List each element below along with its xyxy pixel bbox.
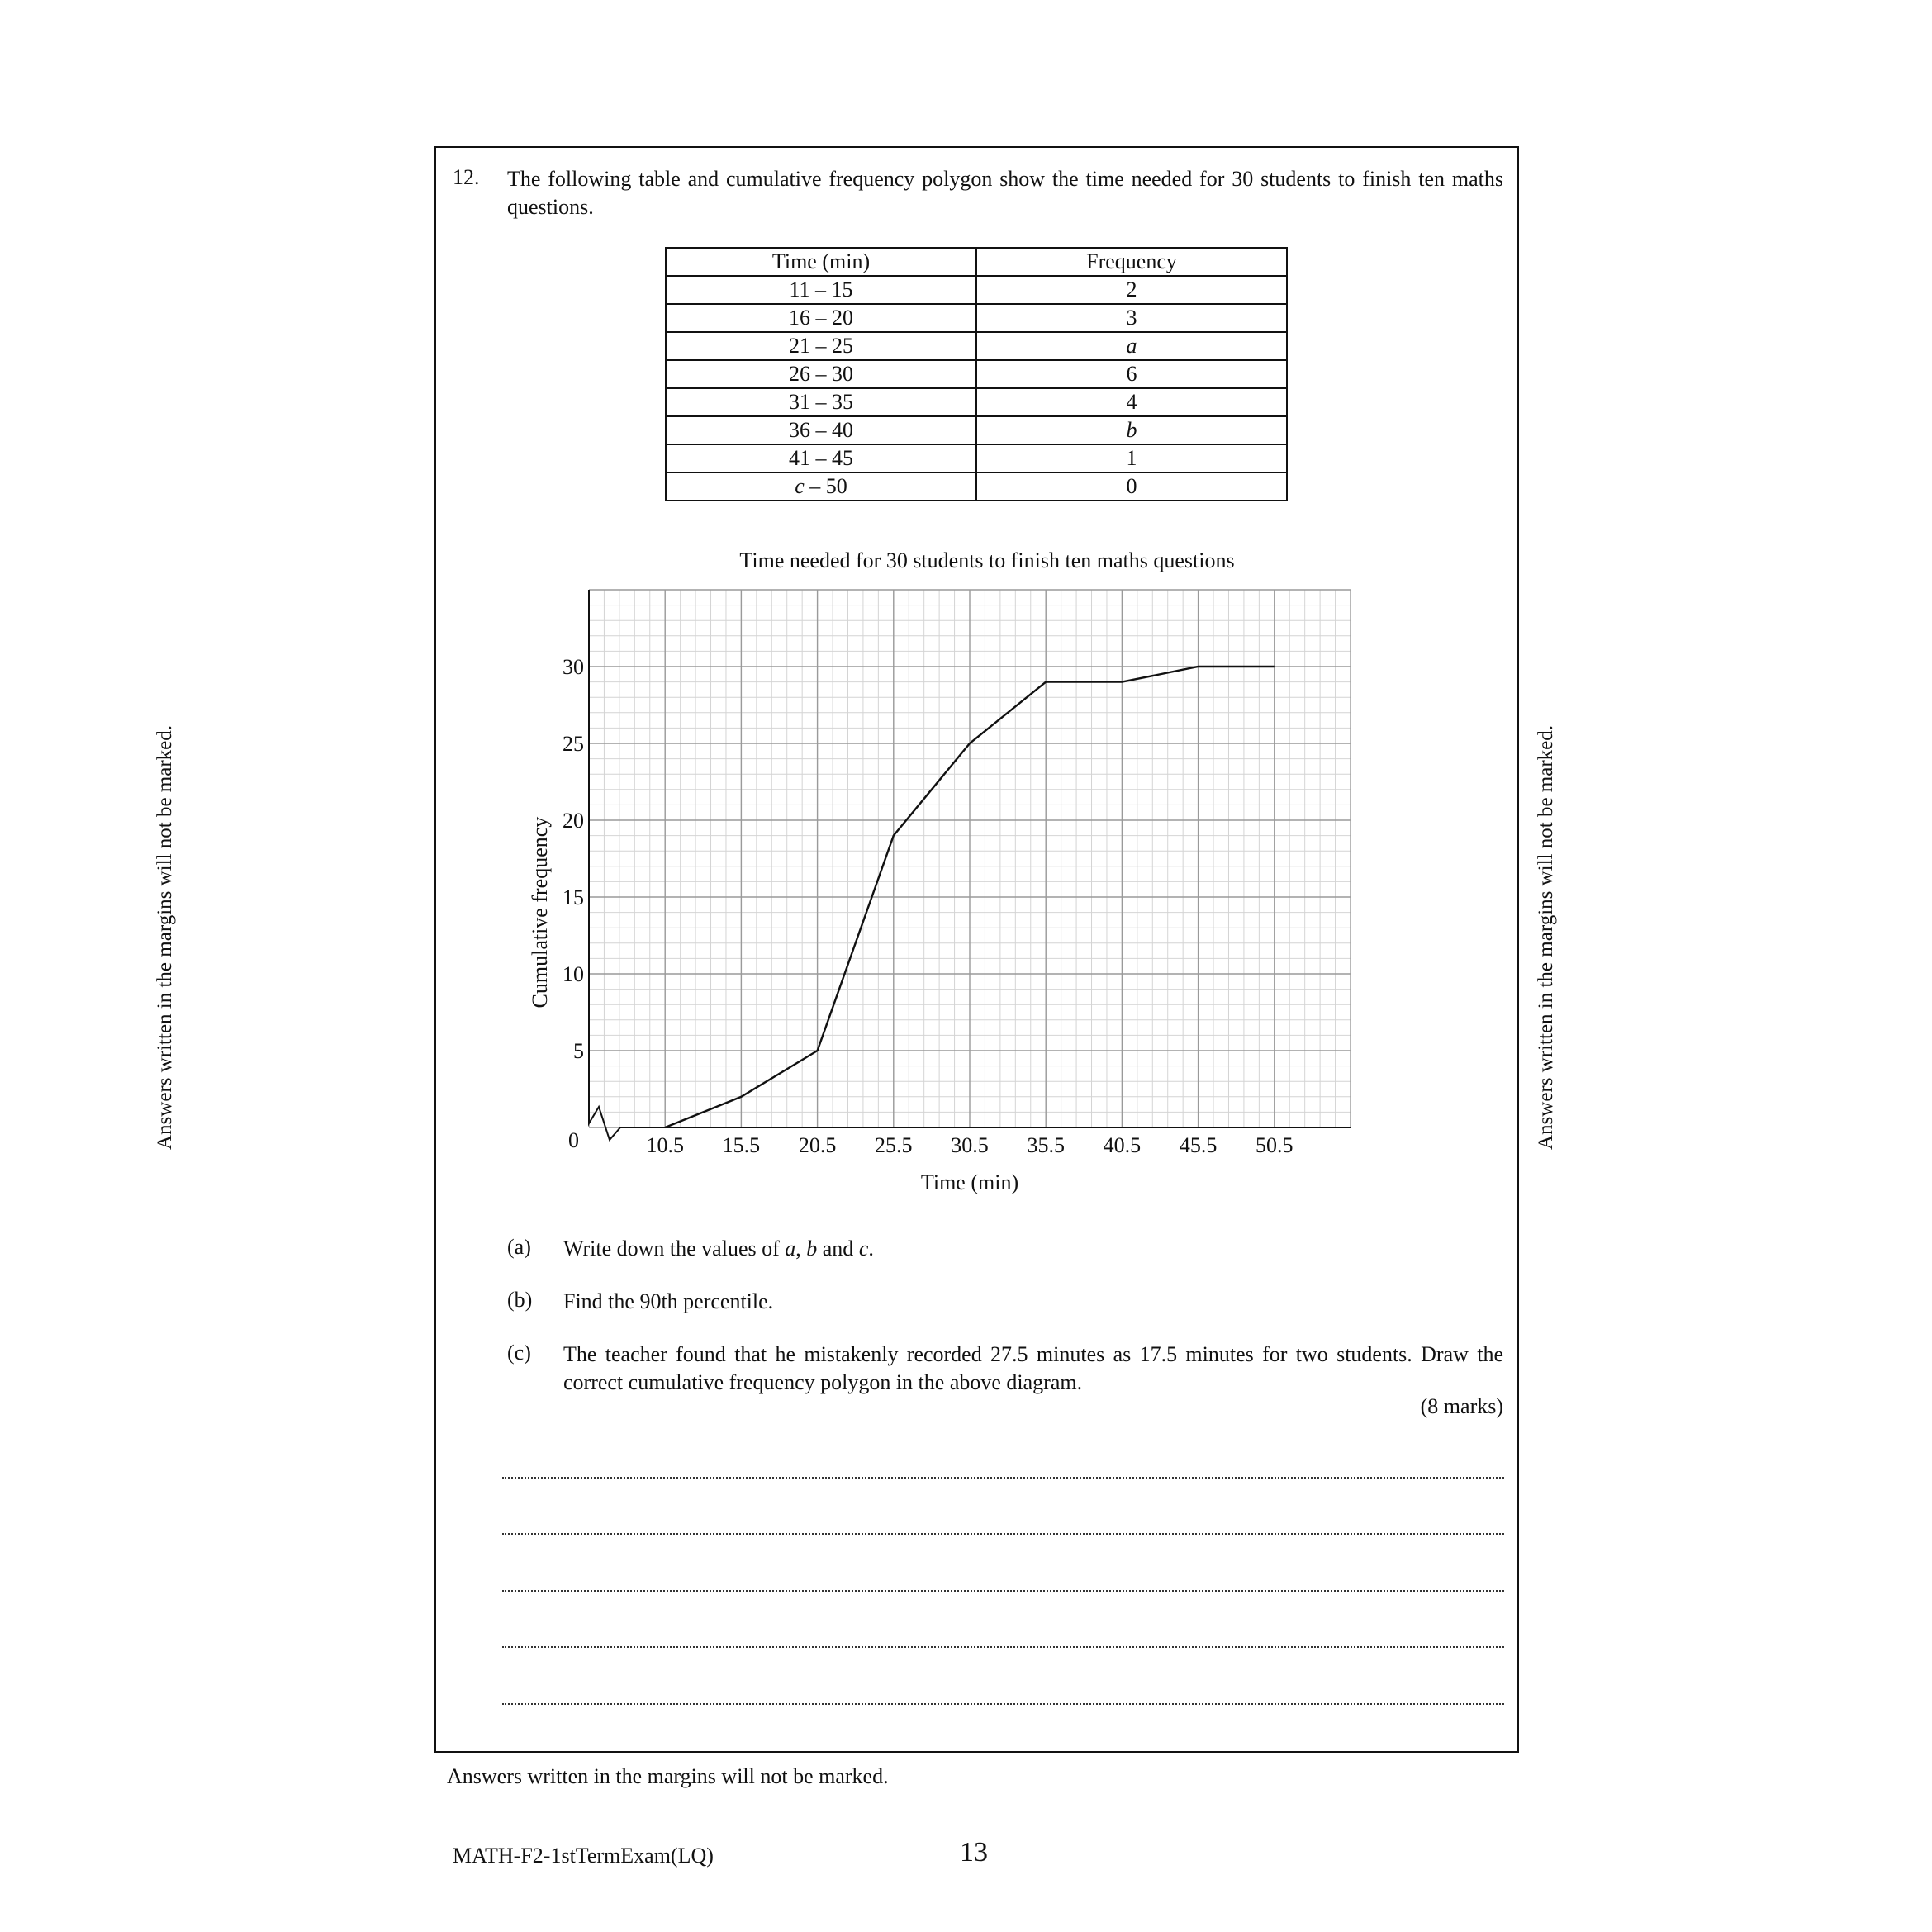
frequency-cell: 1 xyxy=(976,444,1287,472)
frequency-cell: 6 xyxy=(976,360,1287,388)
x-tick-label: 10.5 xyxy=(646,1133,684,1157)
x-tick-label: 50.5 xyxy=(1256,1133,1294,1157)
part-a-label: (a) xyxy=(507,1235,531,1259)
x-tick-label: 15.5 xyxy=(722,1133,761,1157)
x-tick-label: 40.5 xyxy=(1103,1133,1142,1157)
table-row xyxy=(666,388,1287,416)
y-tick-label: 30 xyxy=(563,655,584,679)
y-axis-label: Cumulative frequency xyxy=(528,816,552,1009)
x-tick-label: 20.5 xyxy=(798,1133,837,1157)
cumulative-frequency-chart xyxy=(496,578,1371,1206)
frequency-cell: 4 xyxy=(976,388,1287,416)
answer-line[interactable] xyxy=(502,1533,1504,1535)
time-cell: 21 – 25 xyxy=(666,332,976,360)
x-tick-label: 30.5 xyxy=(951,1133,989,1157)
x-tick-label: 35.5 xyxy=(1027,1133,1065,1157)
margin-note-right: Answers written in the margins will not be marked. xyxy=(1535,724,1557,1151)
time-cell: 11 – 15 xyxy=(666,276,976,304)
time-cell: 36 – 40 xyxy=(666,416,976,444)
x-tick-label: 45.5 xyxy=(1179,1133,1218,1157)
paper-code: MATH-F2-1stTermExam(LQ) xyxy=(453,1844,714,1868)
table-row xyxy=(666,276,1287,304)
x-tick-label: 25.5 xyxy=(875,1133,913,1157)
question-number: 12. xyxy=(453,165,480,189)
table-header-row xyxy=(666,248,1287,276)
y-tick-label: 10 xyxy=(563,962,584,986)
time-cell: 16 – 20 xyxy=(666,304,976,332)
y-tick-label: 15 xyxy=(563,885,584,909)
frequency-cell: 3 xyxy=(976,304,1287,332)
table-header-time: Time (min) xyxy=(666,248,976,276)
chart-title: Time needed for 30 students to finish ten maths questions xyxy=(739,548,1235,572)
margin-note-bottom: Answers written in the margins will not be marked. xyxy=(447,1764,889,1788)
y-tick-label: 5 xyxy=(573,1039,584,1063)
table-row xyxy=(666,444,1287,472)
frequency-cell: 0 xyxy=(976,472,1287,501)
frequency-cell: a xyxy=(976,332,1287,360)
table-row xyxy=(666,416,1287,444)
answer-line[interactable] xyxy=(502,1646,1504,1648)
page-number: 13 xyxy=(960,1837,988,1868)
time-cell: 31 – 35 xyxy=(666,388,976,416)
time-cell: 41 – 45 xyxy=(666,444,976,472)
answer-line[interactable] xyxy=(502,1703,1504,1705)
part-c-text: The teacher found that he mistakenly recorded 27.5 minutes as 17.5 minutes for two students. Draw the correct cumulative frequency polygon in the above diagram. xyxy=(563,1342,1503,1394)
part-a-text: Write down the values of a, b and c. xyxy=(563,1237,874,1260)
frequency-cell: b xyxy=(976,416,1287,444)
y-tick-label: 0 xyxy=(568,1128,579,1152)
answer-line[interactable] xyxy=(502,1477,1504,1479)
y-tick-label: 25 xyxy=(563,732,584,756)
frequency-table xyxy=(665,247,1288,501)
part-b-text: Find the 90th percentile. xyxy=(563,1289,774,1313)
part-c-label: (c) xyxy=(507,1341,531,1365)
table-row xyxy=(666,360,1287,388)
marks-label: (8 marks) xyxy=(1420,1394,1503,1418)
margin-note-left: Answers written in the margins will not be marked. xyxy=(154,724,176,1151)
answer-line[interactable] xyxy=(502,1590,1504,1592)
part-b-label: (b) xyxy=(507,1288,533,1312)
table-row xyxy=(666,332,1287,360)
frequency-cell: 2 xyxy=(976,276,1287,304)
x-axis-label: Time (min) xyxy=(920,1170,1019,1194)
time-cell: 26 – 30 xyxy=(666,360,976,388)
y-tick-label: 20 xyxy=(563,809,584,833)
time-cell: c – 50 xyxy=(666,472,976,501)
table-row xyxy=(666,304,1287,332)
table-header-frequency: Frequency xyxy=(976,248,1287,276)
table-row xyxy=(666,472,1287,501)
question-text: The following table and cumulative frequency polygon show the time needed for 30 students to finish ten maths questions. xyxy=(507,167,1503,219)
